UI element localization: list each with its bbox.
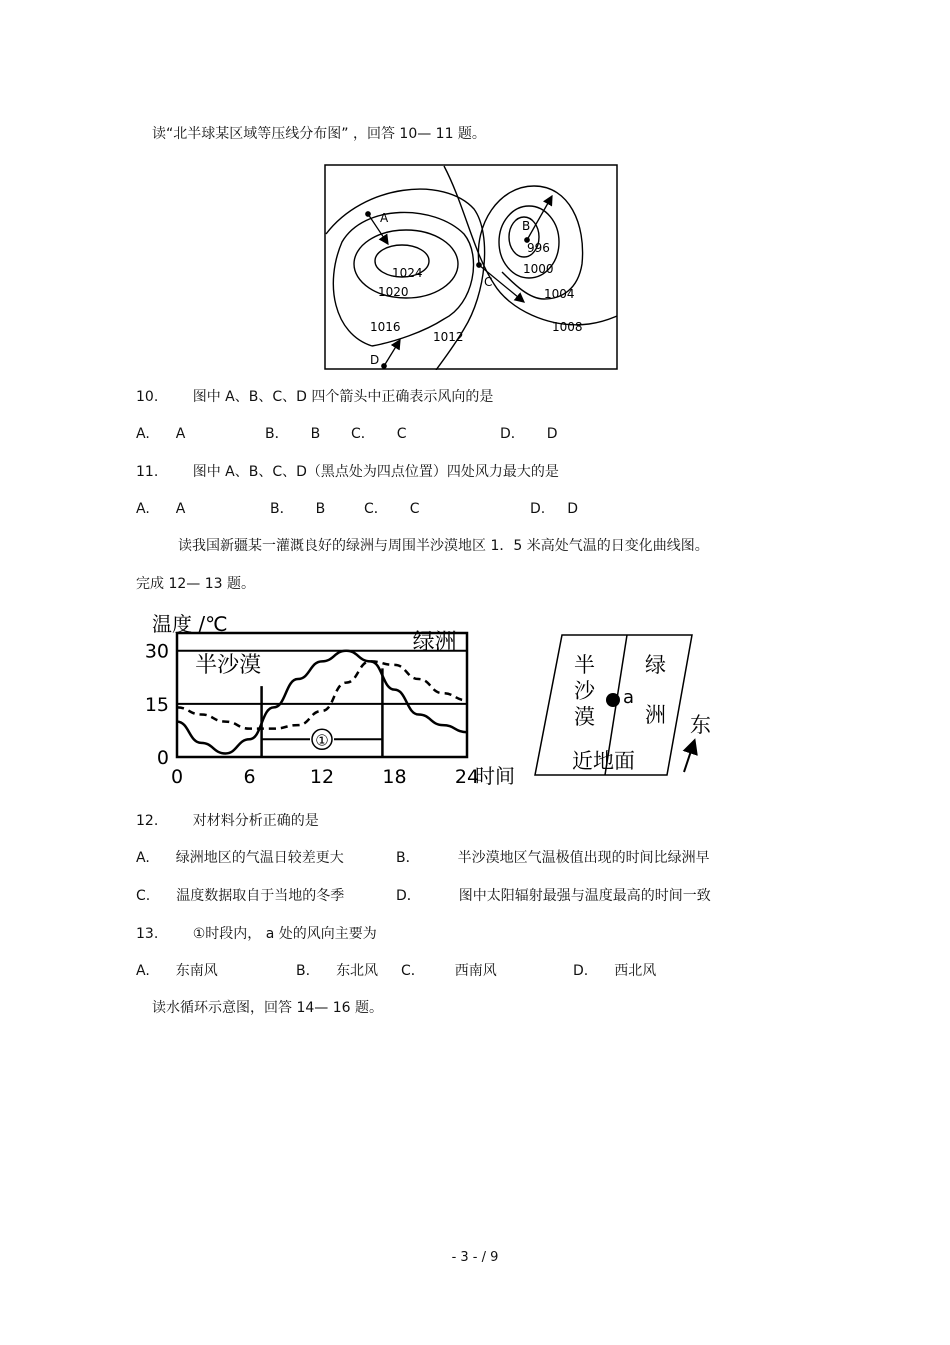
q11-option-d[interactable]: D. D [530, 501, 579, 517]
y-tick-label: 0 [156, 747, 169, 769]
q12-stem [136, 811, 319, 831]
q11-option-c[interactable]: C． C [364, 501, 420, 517]
series-label-0: 半沙漠 [195, 652, 262, 678]
x-tick-label: 12 [309, 766, 335, 788]
y-tick-label: 15 [144, 693, 169, 716]
q11-stem [136, 462, 559, 482]
q13-option-d[interactable]: D. 西北风 [573, 963, 657, 979]
sketch-left-label-3: 漠 [574, 705, 595, 729]
q10-text: 图中 A、B、C、D 四个箭头中正确表示风向的是 [192, 389, 494, 405]
q13-option-c[interactable]: C． 西南风 [401, 963, 497, 979]
point-a-label: a [623, 687, 635, 708]
q11-option-a[interactable]: A. A [136, 501, 186, 517]
q11-option-b[interactable]: B． B [270, 501, 326, 517]
intro-12-13-line2: 完成 12— 13 题。 [136, 576, 255, 592]
sketch-left-label-1: 半 [574, 653, 595, 677]
y-tick-label: 30 [144, 640, 169, 663]
sketch-right-label-1: 绿 [645, 653, 666, 677]
isobar-label-1012: 1012 [433, 330, 464, 344]
isobar-label-1020: 1020 [378, 285, 409, 299]
isobar-label-996: 996 [527, 241, 550, 255]
q13-option-a[interactable]: A. 东南风 [136, 963, 218, 979]
q10-option-b[interactable]: B． B [265, 426, 321, 442]
q13-option-b[interactable]: B. 东北风 [296, 963, 379, 979]
period-label: ① [315, 731, 329, 750]
q10-number: 10. [136, 389, 159, 405]
sketch-right-label-2: 洲 [645, 703, 666, 727]
sketch-bottom-label: 近地面 [572, 749, 635, 773]
q12-option-a[interactable]: A. 绿洲地区的气温日较差更大 [136, 850, 344, 866]
label-d: D [370, 353, 380, 367]
q10-option-c[interactable]: C． C [351, 426, 407, 442]
q11-text: 图中 A、B、C、D（黑点处为四点位置）四处风力最大的是 [192, 464, 559, 480]
isobar-label-1004: 1004 [544, 287, 575, 301]
isobar-label-1016: 1016 [370, 320, 401, 334]
chart-xlabel: 时间 [475, 764, 515, 788]
q11-number: 11. [136, 464, 159, 480]
page-number: - 3 - / 9 [451, 1250, 499, 1265]
q10-option-d[interactable]: D． D [500, 426, 558, 442]
label-a: A [380, 211, 389, 225]
temperature-chart [140, 605, 530, 795]
intro-12-13-line1: 读我国新疆某一灌溉良好的绿洲与周围半沙漠地区 1．5 米高处气温的日变化曲线图。 [178, 538, 709, 554]
chart-ylabel: 温度 /℃ [152, 612, 228, 636]
isobar-label-1000: 1000 [523, 262, 554, 276]
label-b: B [522, 219, 531, 233]
q13-text: ①时段内， a 处的风向主要为 [192, 926, 377, 942]
intro-14-16: 读水循环示意图，回答 14— 16 题。 [152, 1000, 383, 1016]
isobar-label-1008: 1008 [552, 320, 583, 334]
q13-stem [136, 924, 377, 944]
isobar-label-1024: 1024 [392, 266, 423, 280]
series-label-1: 绿洲 [412, 629, 457, 655]
q10-option-a[interactable]: A. A [136, 426, 186, 442]
x-tick-label: 0 [170, 766, 184, 788]
label-c: C [484, 275, 493, 289]
sketch-direction-label: 东 [690, 713, 711, 737]
x-tick-label: 24 [454, 766, 480, 788]
x-tick-label: 6 [243, 766, 256, 788]
q12-option-c[interactable]: C. 温度数据取自于当地的冬季 [136, 888, 345, 904]
x-tick-label: 18 [382, 766, 407, 788]
east-arrow [684, 742, 694, 772]
q10-stem [136, 387, 493, 407]
point-a-marker [606, 693, 620, 707]
q12-text: 对材料分析正确的是 [192, 813, 319, 829]
intro-10-11: 读“北半球某区域等压线分布图” ，回答 10— 11 题。 [152, 126, 486, 142]
oasis-sketch [532, 632, 722, 782]
q12-option-b[interactable]: B． 半沙漠地区气温极值出现的时间比绿洲早 [396, 850, 710, 866]
q13-number: 13. [136, 926, 159, 942]
q12-number: 12. [136, 813, 159, 829]
sketch-left-label-2: 沙 [574, 679, 595, 703]
isobar-map [324, 164, 618, 370]
q12-option-d[interactable]: D． 图中太阳辐射最强与温度最高的时间一致 [396, 888, 711, 904]
